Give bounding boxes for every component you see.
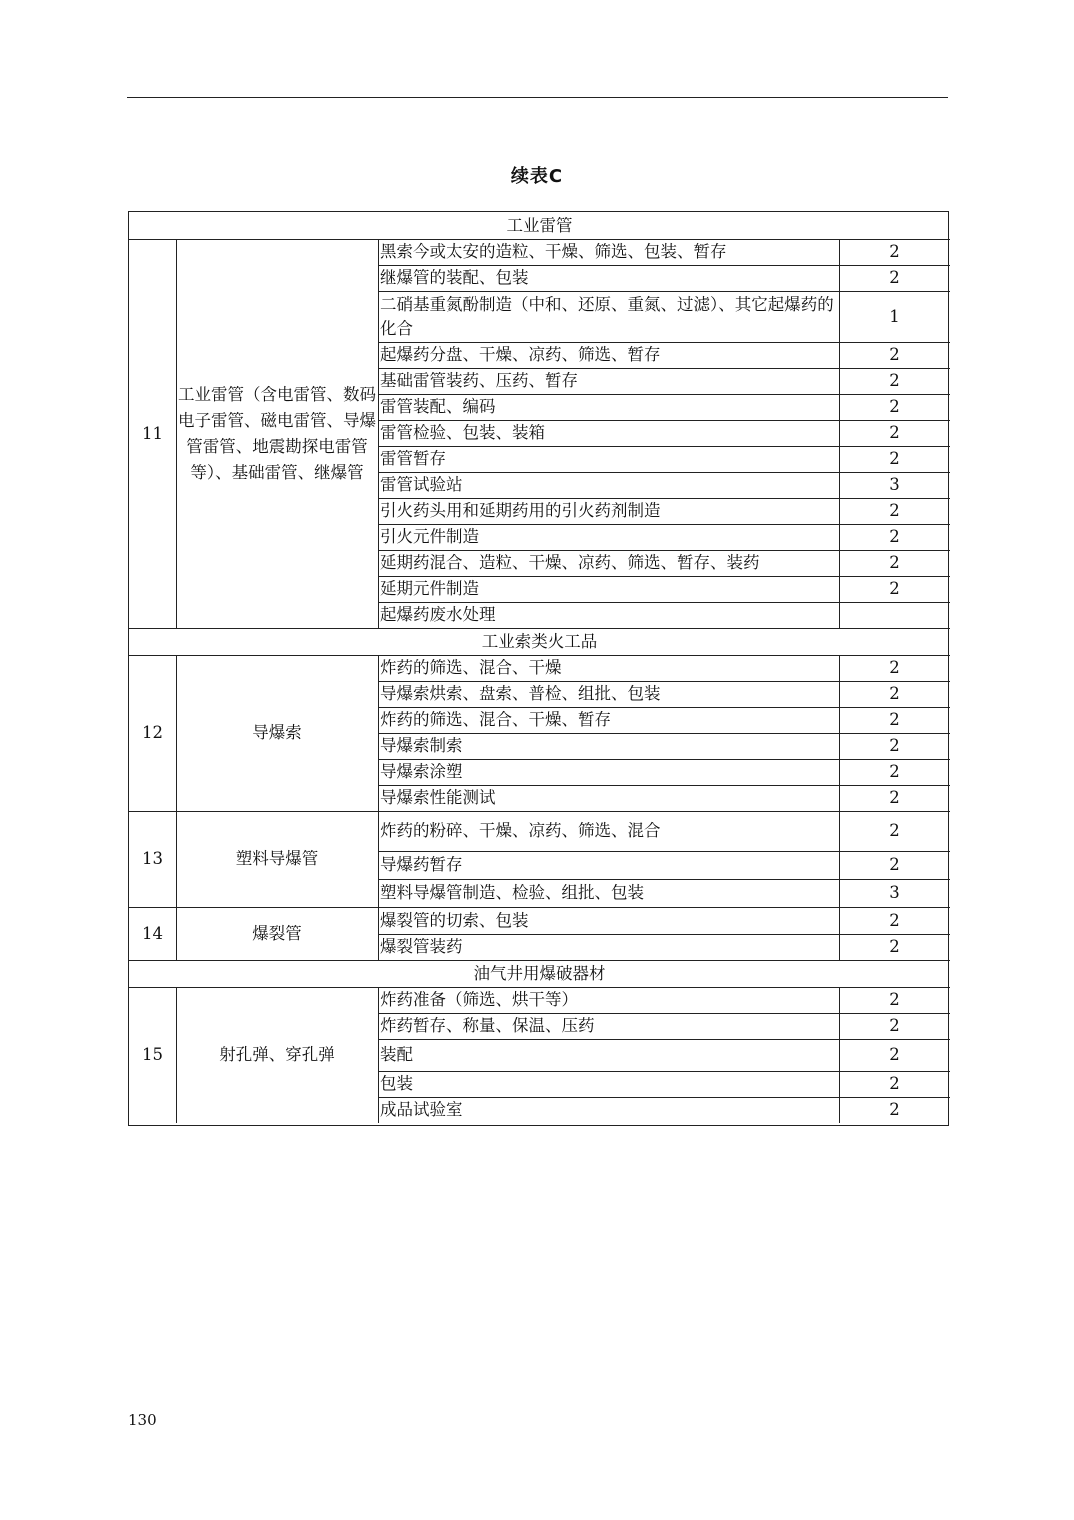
process-name: 起爆药废水处理 (380, 605, 496, 624)
process-name: 导爆索性能测试 (380, 788, 496, 807)
category-name: 塑料导爆管 (235, 849, 319, 868)
hazard-grade: 1 (889, 306, 900, 326)
process-name: 雷管试验站 (380, 475, 463, 494)
process-name: 爆裂管装药 (380, 937, 463, 956)
section-heading: 工业雷管 (506, 215, 573, 235)
column-divider (839, 907, 840, 934)
hazard-grade: 2 (889, 527, 900, 546)
process-name: 起爆药分盘、干燥、凉药、筛选、暂存 (380, 345, 661, 364)
hazard-grade: 2 (889, 762, 900, 781)
hazard-grade: 3 (889, 883, 900, 902)
process-name: 爆裂管的切索、包装 (380, 910, 529, 930)
hazard-grade: 2 (889, 579, 900, 598)
column-divider (839, 265, 840, 291)
column-divider (839, 785, 840, 811)
column-divider (839, 368, 840, 394)
column-divider (839, 681, 840, 707)
section-heading: 油气井用爆破器材 (473, 963, 606, 983)
column-divider (839, 550, 840, 576)
category-name: 爆裂管 (252, 923, 302, 943)
process-name: 导爆索烘索、盘索、普检、组批、包装 (380, 684, 661, 703)
process-name: 炸药暂存、称量、保温、压药 (380, 1016, 595, 1035)
column-divider (839, 1097, 840, 1123)
column-divider (839, 1013, 840, 1039)
hazard-grade: 2 (889, 553, 900, 572)
hazard-grade: 2 (889, 990, 900, 1009)
process-name: 雷管装配、编码 (380, 397, 496, 416)
column-divider (839, 934, 840, 960)
hazard-grade: 2 (889, 423, 900, 442)
header-rule (127, 97, 948, 98)
column-divider (839, 1071, 840, 1097)
column-divider (176, 239, 177, 628)
column-divider (839, 446, 840, 472)
process-name: 引火元件制造 (380, 527, 479, 546)
column-divider (839, 394, 840, 420)
hazard-grade: 2 (889, 821, 900, 840)
column-divider (176, 811, 177, 907)
hazard-grade: 2 (889, 710, 900, 729)
hazard-grade: 2 (889, 1100, 900, 1119)
item-number: 11 (142, 423, 163, 443)
process-name: 二硝基重氮酚制造（中和、还原、重氮、过滤）、其它起爆药的化合 (380, 294, 834, 338)
category-name: 射孔弹、穿孔弹 (219, 1045, 335, 1064)
column-divider (839, 291, 840, 342)
column-divider (839, 342, 840, 368)
process-name: 成品试验室 (380, 1100, 463, 1119)
process-name: 导爆索涂塑 (380, 762, 463, 781)
column-divider (839, 576, 840, 602)
hazard-grade (839, 602, 950, 628)
process-name: 导爆索制索 (380, 736, 463, 755)
column-divider (839, 524, 840, 550)
process-name: 炸药的筛选、混合、干燥 (380, 658, 562, 677)
column-divider (839, 707, 840, 733)
column-divider (839, 1039, 840, 1071)
process-name: 炸药的筛选、混合、干燥、暂存 (380, 710, 611, 729)
hazard-grade: 2 (889, 501, 900, 520)
process-name: 包装 (380, 1074, 413, 1093)
column-divider (176, 987, 177, 1123)
process-name: 雷管检验、包装、装箱 (380, 423, 545, 442)
page-title: 续表C (510, 166, 564, 187)
column-divider (839, 602, 840, 628)
category-name: 导爆索 (252, 723, 302, 742)
column-divider (839, 472, 840, 498)
process-name: 雷管暂存 (380, 449, 446, 468)
process-name: 延期药混合、造粒、干燥、凉药、筛选、暂存、装药 (380, 553, 760, 572)
hazard-grade: 2 (889, 1074, 900, 1093)
column-divider (839, 811, 840, 851)
hazard-grade: 2 (889, 788, 900, 807)
hazard-grade: 2 (889, 684, 900, 703)
hazard-grade: 2 (889, 345, 900, 364)
hazard-grade: 2 (889, 1016, 900, 1035)
hazard-grade: 2 (889, 268, 900, 287)
item-number: 12 (142, 723, 163, 742)
column-divider (839, 733, 840, 759)
hazard-grade: 2 (889, 242, 900, 261)
item-number: 13 (142, 849, 163, 868)
column-divider (839, 655, 840, 681)
hazard-grade: 2 (889, 736, 900, 755)
process-name: 装配 (380, 1045, 413, 1064)
column-divider (839, 239, 840, 265)
process-name: 黑索今或太安的造粒、干燥、筛选、包装、暂存 (380, 242, 727, 261)
process-name: 延期元件制造 (380, 579, 479, 598)
hazard-grade: 2 (889, 397, 900, 416)
hazard-grade: 2 (889, 910, 900, 930)
column-divider (839, 851, 840, 879)
item-number: 15 (142, 1045, 163, 1064)
category-name: 工业雷管（含电雷管、数码电子雷管、磁电雷管、导爆管雷管、地震勘探电雷管等）、基础雷管、继爆管 (178, 384, 376, 482)
item-number: 14 (142, 923, 163, 943)
process-name: 基础雷管装药、压药、暂存 (380, 371, 578, 390)
hazard-grade: 2 (889, 449, 900, 468)
hazard-grade: 2 (889, 855, 900, 874)
process-name: 导爆药暂存 (380, 855, 463, 874)
hazard-grade: 3 (889, 475, 900, 494)
process-name: 炸药准备（筛选、烘干等） (380, 990, 578, 1009)
process-name: 继爆管的装配、包装 (380, 268, 529, 287)
process-name: 引火药头用和延期药用的引火药剂制造 (380, 501, 661, 520)
column-divider (176, 907, 177, 960)
column-divider (176, 655, 177, 811)
hazard-grade: 2 (889, 371, 900, 390)
classification-table (128, 211, 949, 1126)
column-divider (839, 420, 840, 446)
page-number: 130 (128, 1411, 157, 1429)
hazard-grade: 2 (889, 1045, 900, 1064)
column-divider (839, 759, 840, 785)
hazard-grade: 2 (889, 658, 900, 677)
hazard-grade: 2 (889, 937, 900, 956)
column-divider (839, 987, 840, 1013)
section-heading: 工业索类火工品 (481, 631, 598, 651)
process-name: 炸药的粉碎、干燥、凉药、筛选、混合 (380, 821, 661, 840)
column-divider (839, 879, 840, 907)
column-divider (839, 498, 840, 524)
process-name: 塑料导爆管制造、检验、组批、包装 (380, 883, 644, 902)
